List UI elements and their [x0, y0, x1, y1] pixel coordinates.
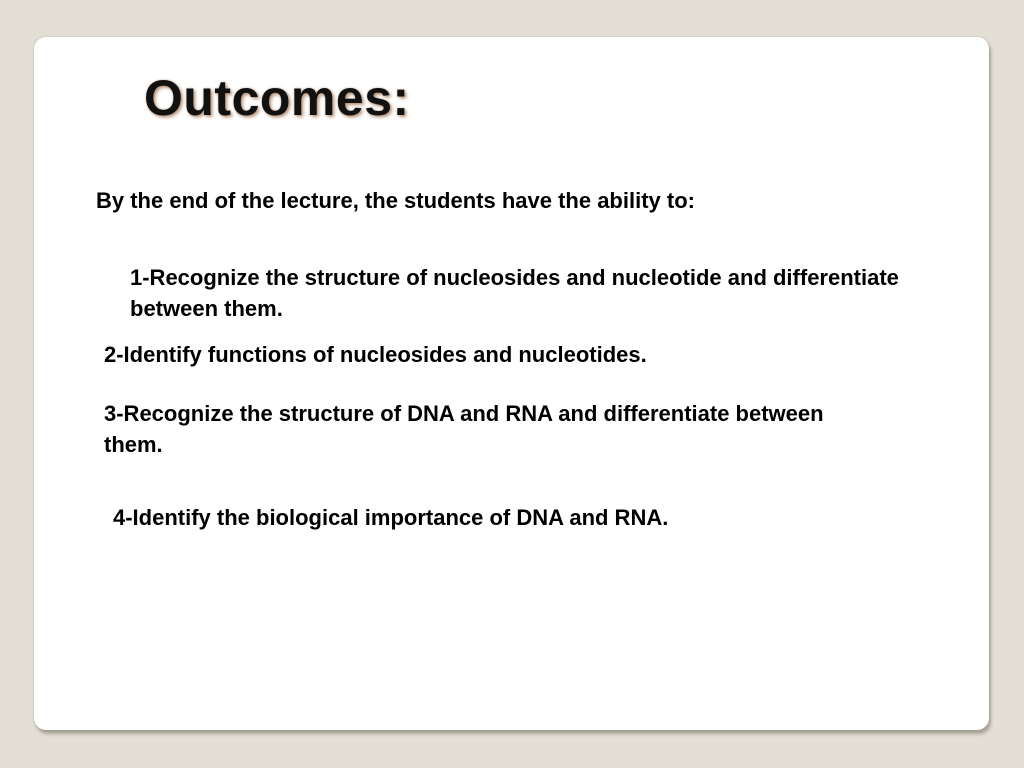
- outcome-item-2: 2-Identify functions of nucleosides and nucleotides.: [104, 342, 647, 367]
- outcome-item-4: 4-Identify the biological importance of DNA and RNA.: [113, 505, 669, 530]
- outcome-item-1: 1-Recognize the structure of nucleosides and nucleotide and differentiate between them.: [130, 265, 899, 321]
- intro-text: By the end of the lecture, the students have the ability to:: [96, 188, 695, 213]
- slide-card: [34, 37, 989, 730]
- outcome-item-3: 3-Recognize the structure of DNA and RNA and differentiate between them.: [104, 401, 824, 457]
- slide-title: Outcomes:: [144, 70, 410, 126]
